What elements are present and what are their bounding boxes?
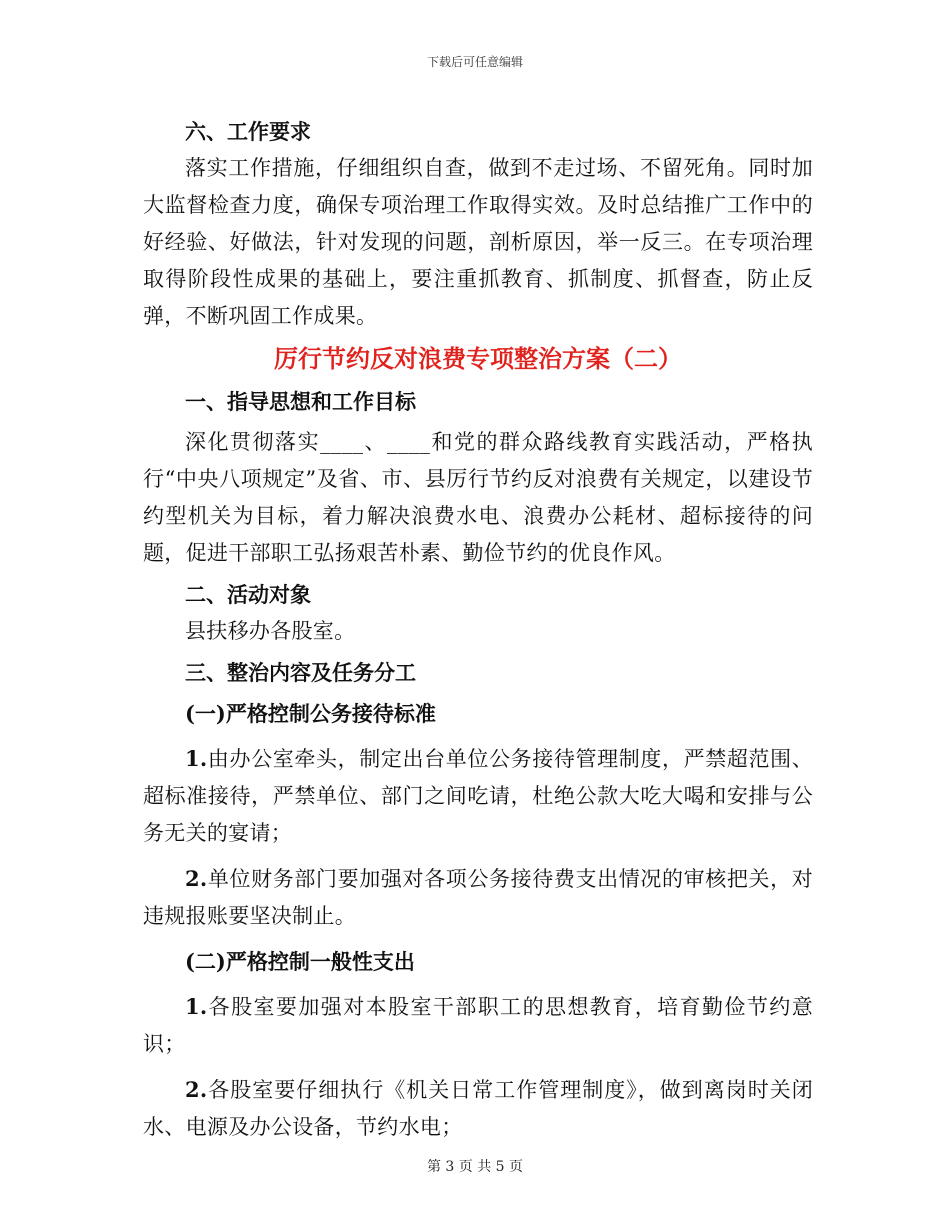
section-heading-2: 二、活动对象 xyxy=(185,582,311,607)
list-item-number: 2. xyxy=(185,1077,208,1102)
subsection-heading-1: (一)严格控制公务接待标准 xyxy=(185,701,436,726)
list-item xyxy=(143,740,813,852)
list-item-text: 各股室要加强对本股室干部职工的思想教育，培育勤俭节约意识； xyxy=(143,995,813,1056)
document-title: 厉行节约反对浪费专项整治方案（二） xyxy=(274,344,682,373)
section-heading-3: 三、整治内容及任务分工 xyxy=(185,660,416,685)
section-body-6: 落实工作措施，仔细组织自查，做到不走过场、不留死角。同时加大监督检查力度，确保专项治理工作取得实效。及时总结推广工作中的好经验、好做法，针对发现的问题，剖析原因，举一反三。在专项治理取得阶段性成果的基础上，要注重抓教育、抓制度、抓督查，防止反弹，不断巩固工作成果。 xyxy=(143,156,813,328)
list-item-text: 各股室要仔细执行《机关日常工作管理制度》，做到离岗时关闭水、电源及办公设备，节约水电； xyxy=(143,1078,813,1139)
list-item xyxy=(143,860,813,935)
list-item xyxy=(143,988,813,1063)
list-item-text: 单位财务部门要加强对各项公务接待费支出情况的审核把关，对违规报账要坚决制止。 xyxy=(143,867,813,928)
section-heading-6: 六、工作要求 xyxy=(185,119,311,144)
section-body-1: 深化贯彻落实____、____和党的群众路线教育实践活动，严格执行“中央八项规定”及省、市、县厉行节约反对浪费有关规定，以建设节约型机关为目标，着力解决浪费水电、浪费办公耗材、超标接待的问题，促进干部职工弘扬艰苦朴素、勤俭节约的优良作风。 xyxy=(143,430,813,565)
list-item xyxy=(143,1071,813,1146)
list-item-number: 1. xyxy=(185,994,208,1019)
section-body-2: 县扶移办各股室。 xyxy=(185,619,356,643)
section-heading-1: 一、指导思想和工作目标 xyxy=(185,389,416,414)
subsection-heading-2: (二)严格控制一般性支出 xyxy=(185,949,415,974)
header-note: 下载后可任意编辑 xyxy=(426,55,523,69)
document-content xyxy=(143,113,813,1146)
list-item-number: 1. xyxy=(185,746,208,771)
list-item-text: 由办公室牵头，制定出台单位公务接待管理制度，严禁超范围、超标准接待，严禁单位、部门之间吃请，杜绝公款大吃大喝和安排与公务无关的宴请； xyxy=(143,747,813,845)
list-item-number: 2. xyxy=(185,866,208,891)
page-number: 第 3 页 共 5 页 xyxy=(426,1159,524,1175)
